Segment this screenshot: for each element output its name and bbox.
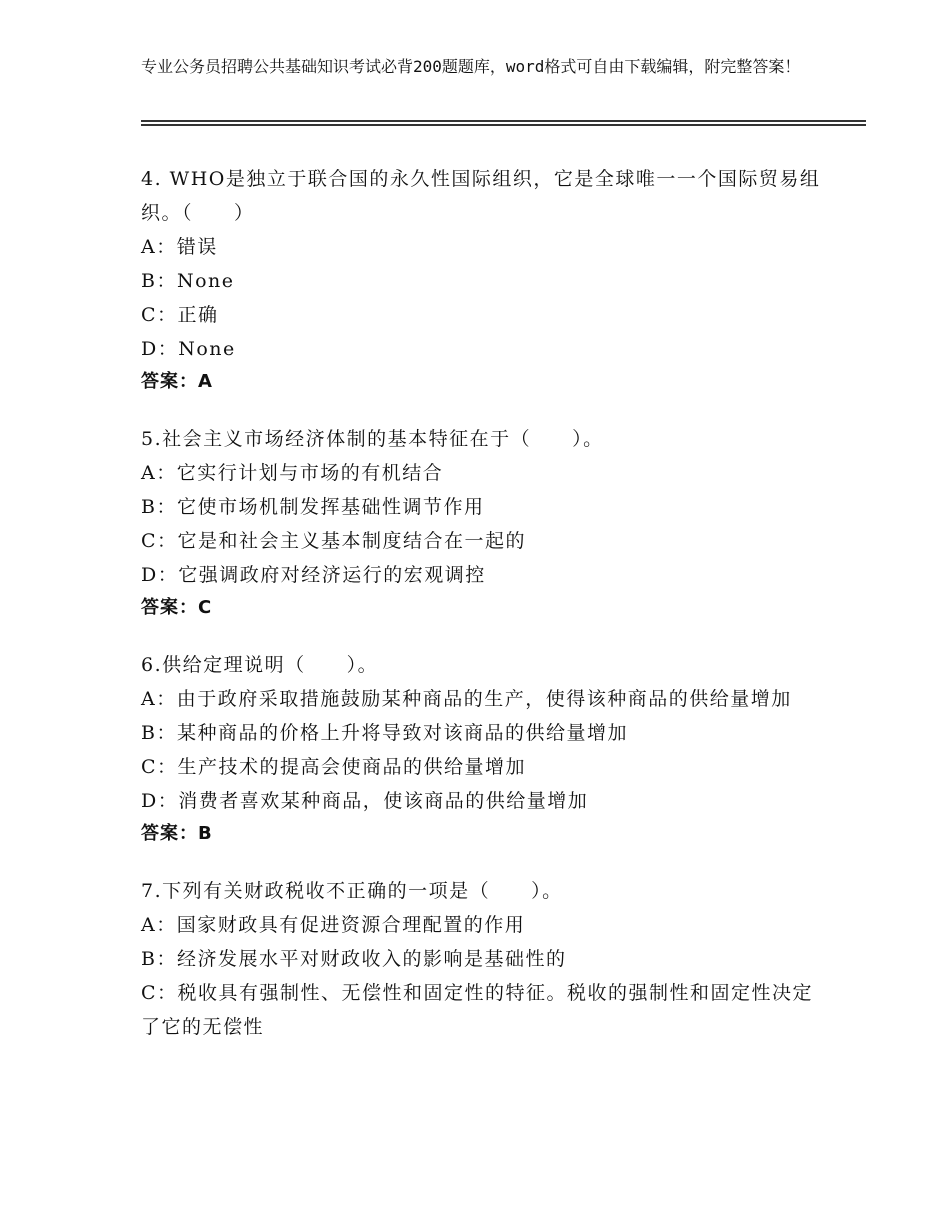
option-a: A：国家财政具有促进资源合理配置的作用 [141,914,526,936]
page-header: 专业公务员招聘公共基础知识考试必背200题题库，word格式可自由下载编辑，附完整答案！ [141,57,801,76]
option-a: A：它实行计划与市场的有机结合 [141,462,444,484]
question-6 [141,648,821,850]
option-c: C：它是和社会主义基本制度结合在一起的 [141,530,527,552]
option-a: A：由于政府采取措施鼓励某种商品的生产，使得该种商品的供给量增加 [141,688,792,710]
question-7 [141,874,821,1044]
question-4 [141,162,821,398]
answer-label: 答案：C [141,597,213,618]
option-a: A：错误 [141,236,218,258]
answer-label: 答案：A [141,371,213,392]
question-list [141,162,821,1068]
option-b: B：None [141,270,235,292]
option-d: D：它强调政府对经济运行的宏观调控 [141,564,486,586]
question-5 [141,422,821,624]
question-stem: 7.下列有关财政税收不正确的一项是（ ）。 [141,880,563,902]
option-b: B：经济发展水平对财政收入的影响是基础性的 [141,948,567,970]
answer-label: 答案：B [141,823,213,844]
option-b: B：它使市场机制发挥基础性调节作用 [141,496,485,518]
option-c: C：税收具有强制性、无偿性和固定性的特征。税收的强制性和固定性决定了它的无偿性 [141,982,814,1038]
question-stem: 5.社会主义市场经济体制的基本特征在于（ ）。 [141,428,604,450]
option-d: D：None [141,338,236,360]
option-c: C：生产技术的提高会使商品的供给量增加 [141,756,527,778]
question-stem: 4. WHO是独立于联合国的永久性国际组织，它是全球唯一一个国际贸易组织。（ ） [141,168,821,224]
option-b: B：某种商品的价格上升将导致对该商品的供给量增加 [141,722,628,744]
option-c: C：正确 [141,304,219,326]
question-stem: 6.供给定理说明（ ）。 [141,654,379,676]
option-d: D：消费者喜欢某种商品，使该商品的供给量增加 [141,790,589,812]
header-divider-bottom [141,124,866,126]
header-divider-top [141,120,866,122]
